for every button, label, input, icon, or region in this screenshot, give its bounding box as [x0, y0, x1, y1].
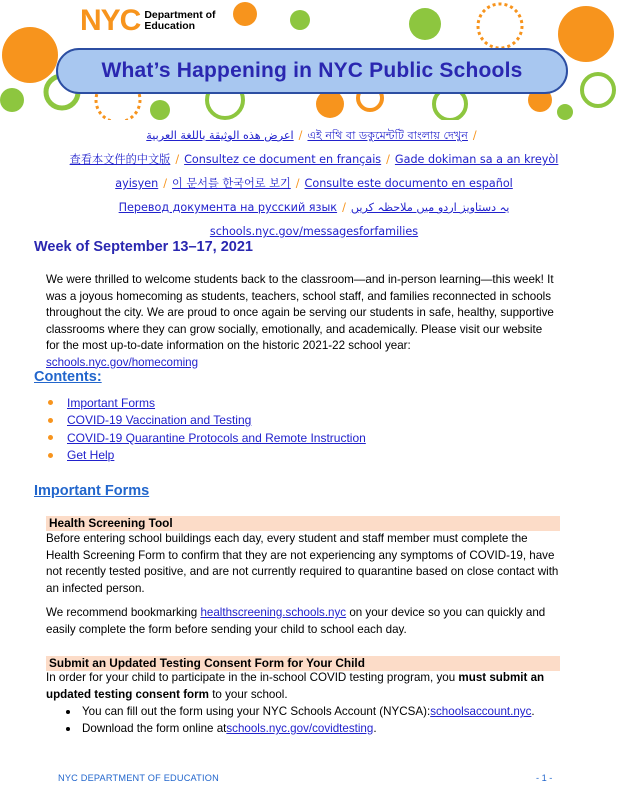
- lang-link-russian[interactable]: Перевод документа на русский язык: [118, 201, 338, 214]
- nyc-doe-logo: [80, 4, 216, 37]
- lang-link-spanish[interactable]: Consulte este documento en español: [304, 177, 513, 190]
- deco-circle: [0, 88, 24, 112]
- bullet-icon: [48, 400, 53, 405]
- deco-circle: [316, 90, 344, 118]
- intro-paragraph: We were thrilled to welcome students back to the classroom—and in-person learning—this week! It was a joyous homecoming as students, teachers, school staff, and families reconnected in schools throughout the city. We are proud to once again be serving our students in safe, healthy, supportive classrooms where they can grow socially, emotionally, and academically. Please visit our website for the most up-to-date information on the historic 2021-22 school year: schools.nyc.gov/homecoming: [46, 273, 554, 369]
- lang-link-bengali[interactable]: এই নথি বা ডকুমেন্টটি বাংলায় দেখুন: [307, 129, 468, 142]
- toc-link-vaccination[interactable]: COVID-19 Vaccination and Testing: [67, 413, 252, 428]
- week-heading: Week of September 13–17, 2021: [34, 239, 253, 255]
- list-item: Download the form online at schools.nyc.gov/covidtesting .: [62, 720, 535, 737]
- toc-link-get-help[interactable]: Get Help: [67, 448, 115, 463]
- contents-heading: Contents:: [34, 369, 102, 385]
- deco-circle: [290, 10, 310, 30]
- health-screening-paragraph: Before entering school buildings each day, every student and staff member must complete the Health Screening Form to confirm that they are not experiencing any symptoms of COVID-19, have not recently tested positive, and are not currently required to quarantine based on close contact with an infected person.: [46, 532, 559, 595]
- schoolsaccount-link[interactable]: schoolsaccount.nyc: [430, 705, 532, 718]
- consent-form-subheading: Submit an Updated Testing Consent Form for Your Child: [46, 656, 560, 671]
- toc-item: [46, 394, 366, 412]
- lang-link-korean[interactable]: 이 문서를 한국어로 보기: [172, 177, 291, 190]
- toc-item: [46, 412, 366, 430]
- lang-link-chinese[interactable]: 查看本文件的中文版: [69, 153, 171, 166]
- consent-paragraph: In order for your child to participate in the in-school COVID testing program, you must submit an updated testing consent form to your school.: [46, 671, 545, 701]
- toc-item: [46, 429, 366, 447]
- lang-link-french[interactable]: Consultez ce document en français: [184, 153, 382, 166]
- title-banner: [56, 48, 568, 94]
- important-forms-heading: Important Forms: [34, 483, 150, 499]
- deco-circle: [582, 74, 614, 106]
- deco-circle: [558, 6, 614, 62]
- toc-item: [46, 447, 366, 465]
- bullet-icon: [66, 727, 70, 731]
- covidtesting-link[interactable]: schools.nyc.gov/covidtesting: [226, 722, 374, 735]
- health-screening-subheading: Health Screening Tool: [46, 516, 560, 531]
- consent-bullets: [62, 703, 535, 737]
- table-of-contents: [46, 394, 366, 464]
- toc-link-quarantine[interactable]: COVID-19 Quarantine Protocols and Remote Instruction: [67, 430, 366, 445]
- bullet-icon: [66, 710, 70, 714]
- page-title: What’s Happening in NYC Public Schools: [101, 59, 523, 82]
- list-item: You can fill out the form using your NYC Schools Account (NYCSA): schoolsaccount.nyc .: [62, 703, 535, 720]
- messages-link[interactable]: schools.nyc.gov/messagesforfamilies: [209, 225, 419, 238]
- deco-circle: [478, 4, 522, 48]
- homecoming-link[interactable]: schools.nyc.gov/homecoming: [46, 355, 199, 369]
- deco-circle: [2, 27, 58, 83]
- lang-link-haitian[interactable]: Gade dokiman sa a an kreyòl: [394, 153, 559, 166]
- footer-org: NYC DEPARTMENT OF EDUCATION: [58, 773, 219, 783]
- deco-circle: [409, 8, 441, 40]
- deco-circle: [233, 2, 257, 26]
- deco-circle: [557, 104, 573, 120]
- bullet-icon: [48, 435, 53, 440]
- language-links: اعرض هذه الوثيقة باللغة العربية / এই নথি বা ডকুমেন্টটি বাংলায় দেখুন / 查看本文件的中文版 / Consultez ce document en français / Gade dokiman sa a an kreyòl ayisyen / 이 문서를 한국어로 보기 / Consulte este documento en español Перевод документа на русский язык / یہ دستاویز اردو میں ملاحظہ کریں schools.nyc.gov/messagesforfamilies: [69, 129, 559, 238]
- healthscreening-link[interactable]: healthscreening.schools.nyc: [200, 606, 347, 619]
- lang-link-arabic[interactable]: اعرض هذه الوثيقة باللغة العربية: [146, 129, 294, 142]
- deco-circle: [150, 100, 170, 120]
- page-number: - 1 -: [536, 773, 553, 783]
- bullet-icon: [48, 453, 53, 458]
- nyc-wordmark: NYC: [80, 4, 141, 37]
- toc-link-important-forms[interactable]: Important Forms: [67, 395, 156, 410]
- dept-name: Department of Education: [144, 9, 216, 32]
- lang-link-haitian-cont[interactable]: ayisyen: [115, 177, 159, 190]
- bookmark-paragraph: We recommend bookmarking healthscreening.schools.nyc on your device so you can quickly and easily complete the form before sending your child to school each day.: [46, 606, 546, 636]
- lang-link-urdu[interactable]: یہ دستاویز اردو میں ملاحظہ کریں: [350, 201, 510, 214]
- bullet-icon: [48, 418, 53, 423]
